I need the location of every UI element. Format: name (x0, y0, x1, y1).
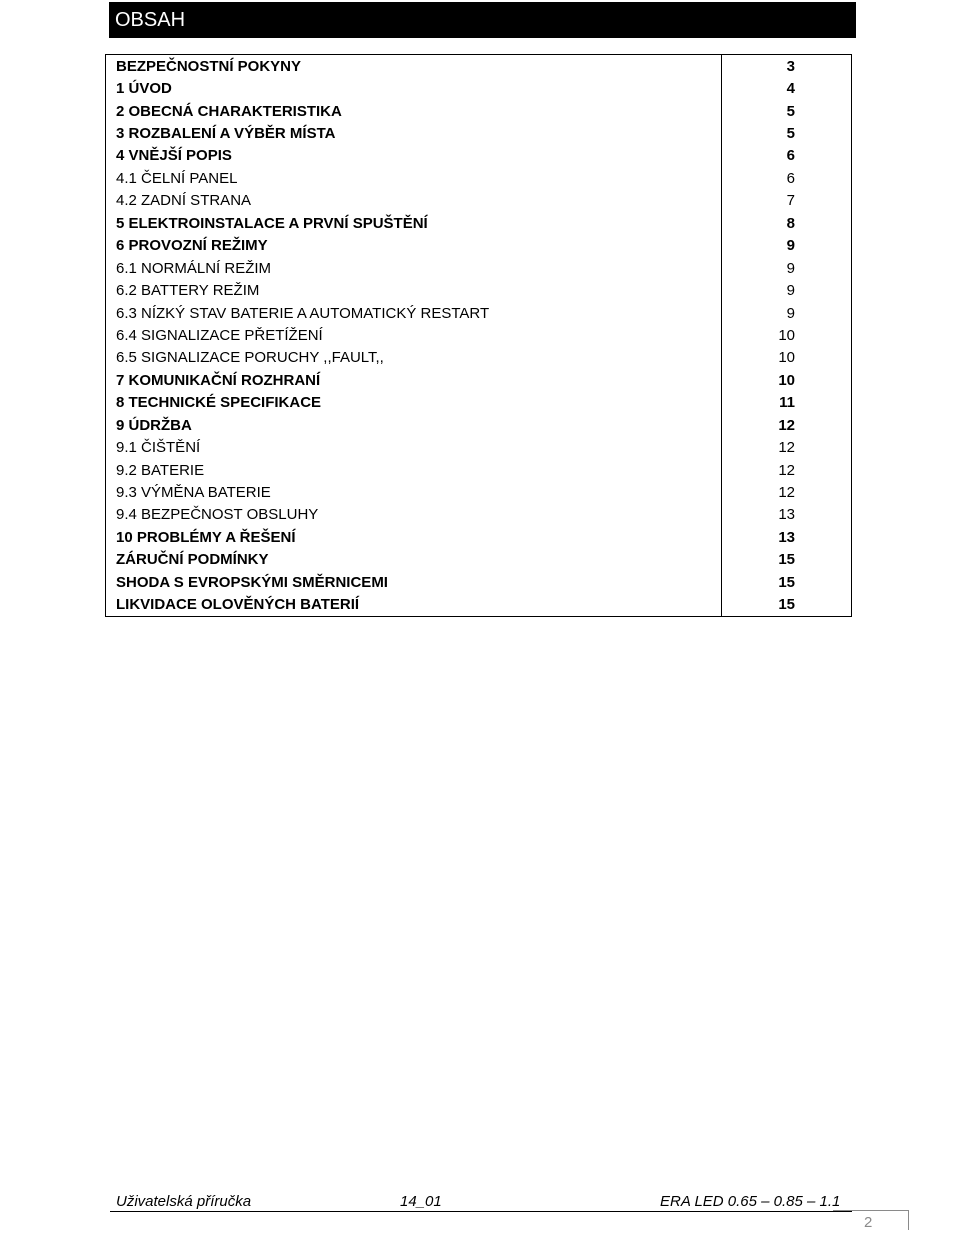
toc-entry-title: 4.1 ČELNÍ PANEL (106, 167, 722, 189)
toc-entry-page: 9 (786, 282, 795, 300)
toc-entry-title: 4.2 ZADNÍ STRANA (106, 190, 722, 212)
toc-row (106, 369, 851, 391)
toc-row (106, 504, 851, 526)
toc-entry-page: 4 (786, 80, 795, 98)
toc-entry-title: 6.5 SIGNALIZACE PORUCHY ,,FAULT,, (106, 347, 722, 369)
table-of-contents (105, 54, 852, 617)
toc-entry-title: LIKVIDACE OLOVĚNÝCH BATERIÍ (106, 594, 722, 616)
footer-product: ERA LED 0.65 – 0.85 – 1.1 (660, 1193, 841, 1210)
toc-entry-page: 6 (786, 169, 795, 187)
toc-entry-title: 1 ÚVOD (106, 77, 722, 99)
toc-row (106, 481, 851, 503)
toc-entry-page: 9 (786, 259, 795, 277)
toc-entry-page: 13 (778, 506, 795, 524)
toc-entry-title: SHODA S EVROPSKÝMI SMĚRNICEMI (106, 571, 722, 593)
toc-row (106, 279, 851, 301)
toc-entry-page: 8 (786, 214, 795, 232)
page-title: OBSAH (109, 2, 856, 38)
toc-row (106, 526, 851, 548)
toc-entry-page: 12 (778, 484, 795, 502)
toc-entry-page: 15 (778, 573, 795, 591)
toc-row (106, 324, 851, 346)
toc-row (106, 122, 851, 144)
toc-entry-title: 6 PROVOZNÍ REŽIMY (106, 235, 722, 257)
toc-entry-title: 9 ÚDRŽBA (106, 414, 722, 436)
toc-entry-page: 15 (778, 551, 795, 569)
toc-entry-page: 13 (778, 528, 795, 546)
toc-entry-page: 10 (778, 326, 795, 344)
toc-row (106, 100, 851, 122)
toc-row (106, 392, 851, 414)
toc-row (106, 235, 851, 257)
toc-entry-title: 5 ELEKTROINSTALACE A PRVNÍ SPUŠTĚNÍ (106, 212, 722, 234)
toc-entry-page: 11 (779, 394, 795, 412)
toc-entry-page: 6 (786, 147, 795, 165)
toc-entry-title: 4 VNĚJŠÍ POPIS (106, 145, 722, 167)
toc-entry-page: 5 (786, 125, 795, 143)
toc-entry-page: 10 (778, 349, 795, 367)
toc-row (106, 55, 851, 77)
toc-row (106, 549, 851, 571)
toc-entry-page: 9 (786, 237, 795, 255)
toc-entry-title: BEZPEČNOSTNÍ POKYNY (106, 55, 722, 77)
toc-entry-page: 15 (778, 596, 795, 614)
toc-row (106, 257, 851, 279)
toc-entry-title: 6.3 NÍZKÝ STAV BATERIE A AUTOMATICKÝ RESTART (106, 302, 722, 324)
toc-row (106, 212, 851, 234)
toc-entry-page: 12 (778, 416, 795, 434)
footer-document-name: Uživatelská příručka (116, 1193, 252, 1210)
toc-entry-title: 3 ROZBALENÍ A VÝBĚR MÍSTA (106, 122, 722, 144)
footer-divider (110, 1211, 852, 1212)
toc-entry-title: 9.2 BATERIE (106, 459, 722, 481)
toc-entry-title: ZÁRUČNÍ PODMÍNKY (106, 549, 722, 571)
toc-row (106, 414, 851, 436)
toc-entry-title: 9.4 BEZPEČNOST OBSLUHY (106, 504, 722, 526)
toc-entry-title: 10 PROBLÉMY A ŘEŠENÍ (106, 526, 722, 548)
toc-row (106, 145, 851, 167)
toc-entry-title: 7 KOMUNIKAČNÍ ROZHRANÍ (106, 369, 722, 391)
toc-entry-title: 8 TECHNICKÉ SPECIFIKACE (106, 392, 722, 414)
toc-entry-title: 9.1 ČIŠTĚNÍ (106, 436, 722, 458)
page-number: 2 (864, 1214, 873, 1231)
footer-version: 14_01 (400, 1193, 442, 1210)
toc-entry-page: 9 (786, 304, 795, 322)
toc-row (106, 77, 851, 99)
toc-entry-page: 10 (778, 371, 795, 389)
toc-row (106, 302, 851, 324)
toc-entry-title: 9.3 VÝMĚNA BATERIE (106, 481, 722, 503)
toc-row (106, 190, 851, 212)
toc-entry-title: 6.4 SIGNALIZACE PŘETÍŽENÍ (106, 324, 722, 346)
toc-row (106, 347, 851, 369)
toc-row (106, 571, 851, 593)
toc-row (106, 167, 851, 189)
toc-entry-title: 2 OBECNÁ CHARAKTERISTIKA (106, 100, 722, 122)
toc-entry-page: 3 (786, 57, 795, 75)
toc-entry-page: 12 (778, 439, 795, 457)
toc-entry-title: 6.1 NORMÁLNÍ REŽIM (106, 257, 722, 279)
toc-entry-page: 12 (778, 461, 795, 479)
toc-entry-title: 6.2 BATTERY REŽIM (106, 279, 722, 301)
toc-entry-page: 7 (786, 192, 795, 210)
toc-row (106, 436, 851, 458)
toc-row (106, 459, 851, 481)
toc-row (106, 594, 851, 616)
toc-entry-page: 5 (786, 102, 795, 120)
